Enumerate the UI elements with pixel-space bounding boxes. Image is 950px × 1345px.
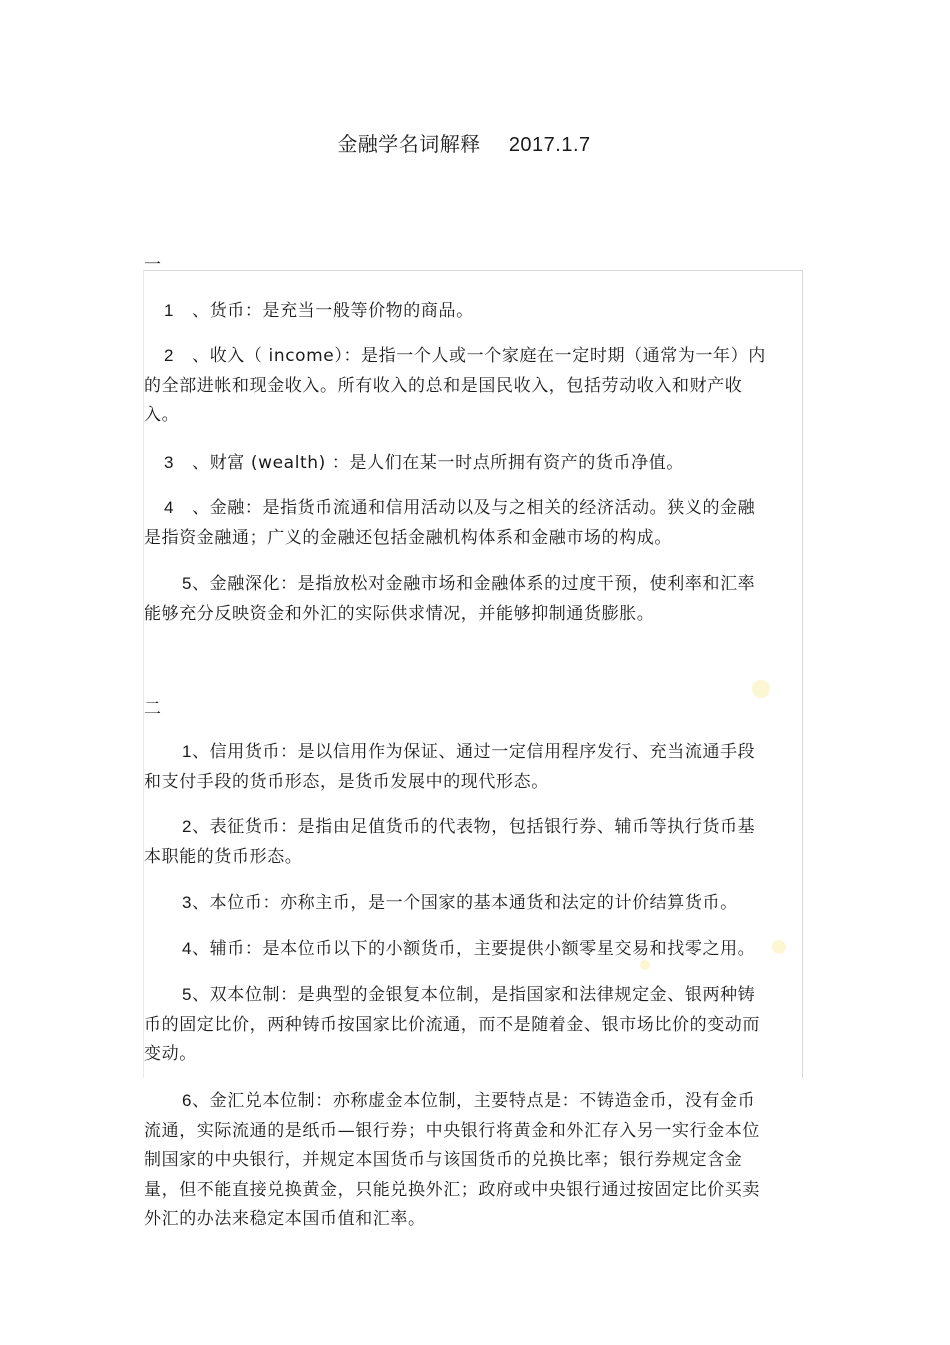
item-separator: 、	[192, 817, 210, 837]
item-text: 双本位制：是典型的金银复本位制，是指国家和法律规定金、银两种铸币的固定比价，两种铸币按国家比价流通，而不是随着金、银市场比价的变动而变动。	[144, 985, 760, 1064]
item-separator: 、	[192, 939, 210, 959]
item-number: 1	[182, 742, 193, 761]
item-text: 货币：是充当一般等价物的商品。	[209, 301, 474, 321]
item-separator: 、	[192, 453, 210, 473]
item-text: 金汇兑本位制：亦称虚金本位制，主要特点是：不铸造金币，没有金币流通，实际流通的是纸币—银行券；中央银行将黄金和外汇存入另一实行金本位制国家的中央银行，并规定本国货币与该国货币的兑换比率；银行券规定含金量，但不能直接兑换黄金，只能兑换外汇；政府或中央银行通过按固定比价买卖外汇的办法来稳定本国币值和汇率。	[144, 1091, 760, 1229]
item-number: 6	[182, 1091, 193, 1110]
item-text: 金融深化：是指放松对金融市场和金融体系的过度干预，使利率和汇率能够充分反映资金和外汇的实际供求情况，并能够抑制通货膨胀。	[144, 574, 756, 624]
term-paragraph	[144, 812, 768, 872]
item-number: 2	[182, 817, 193, 836]
item-separator: 、	[192, 498, 210, 518]
term-paragraph	[144, 341, 768, 431]
item-number: 5	[182, 574, 193, 593]
background-speck	[752, 680, 770, 698]
item-separator: 、	[192, 985, 210, 1005]
background-speck	[772, 940, 786, 954]
item-text: 金融：是指货币流通和信用活动以及与之相关的经济活动。狭义的金融是指资金融通；广义的金融还包括金融机构体系和金融市场的构成。	[144, 498, 756, 548]
section-mark-1: 一	[144, 255, 161, 275]
item-text: 信用货币：是以信用作为保证、通过一定信用程序发行、充当流通手段和支付手段的货币形态，是货币发展中的现代形态。	[144, 742, 756, 792]
item-number: 2	[164, 346, 175, 365]
document-title	[0, 128, 928, 157]
term-paragraph	[144, 569, 768, 629]
item-text: 财富 (wealth) ：是人们在某一时点所拥有资产的货币净值。	[209, 453, 684, 473]
term-paragraph	[144, 448, 768, 479]
term-paragraph	[144, 737, 768, 797]
title-text: 金融学名词解释	[337, 132, 481, 156]
title-date: 2017.1.7	[508, 134, 591, 156]
term-paragraph	[144, 296, 768, 327]
term-paragraph	[144, 1086, 768, 1235]
item-text: 表征货币：是指由足值货币的代表物，包括银行券、辅币等执行货币基本职能的货币形态。	[144, 817, 756, 867]
item-text: 辅币：是本位币以下的小额货币，主要提供小额零星交易和找零之用。	[209, 939, 756, 959]
item-number: 3	[182, 893, 193, 912]
term-paragraph	[144, 934, 768, 965]
item-separator: 、	[192, 301, 210, 321]
item-text: 收入（ income）：是指一个人或一个家庭在一定时期（通常为一年）内的全部进帐和现金收入。所有收入的总和是国民收入，包括劳动收入和财产收入。	[144, 346, 766, 425]
item-number: 4	[182, 939, 193, 958]
item-number: 3	[164, 453, 175, 472]
item-separator: 、	[192, 1091, 210, 1111]
item-number: 4	[164, 498, 175, 517]
item-separator: 、	[192, 574, 210, 594]
item-number: 5	[182, 985, 193, 1004]
section-mark-2: 二	[144, 699, 161, 719]
item-separator: 、	[192, 346, 210, 366]
item-number: 1	[164, 301, 175, 320]
item-text: 本位币：亦称主币，是一个国家的基本通货和法定的计价结算货币。	[209, 893, 738, 913]
item-separator: 、	[192, 742, 210, 762]
item-separator: 、	[192, 893, 210, 913]
term-paragraph	[144, 980, 768, 1070]
term-paragraph	[144, 888, 768, 919]
term-paragraph	[144, 493, 768, 553]
